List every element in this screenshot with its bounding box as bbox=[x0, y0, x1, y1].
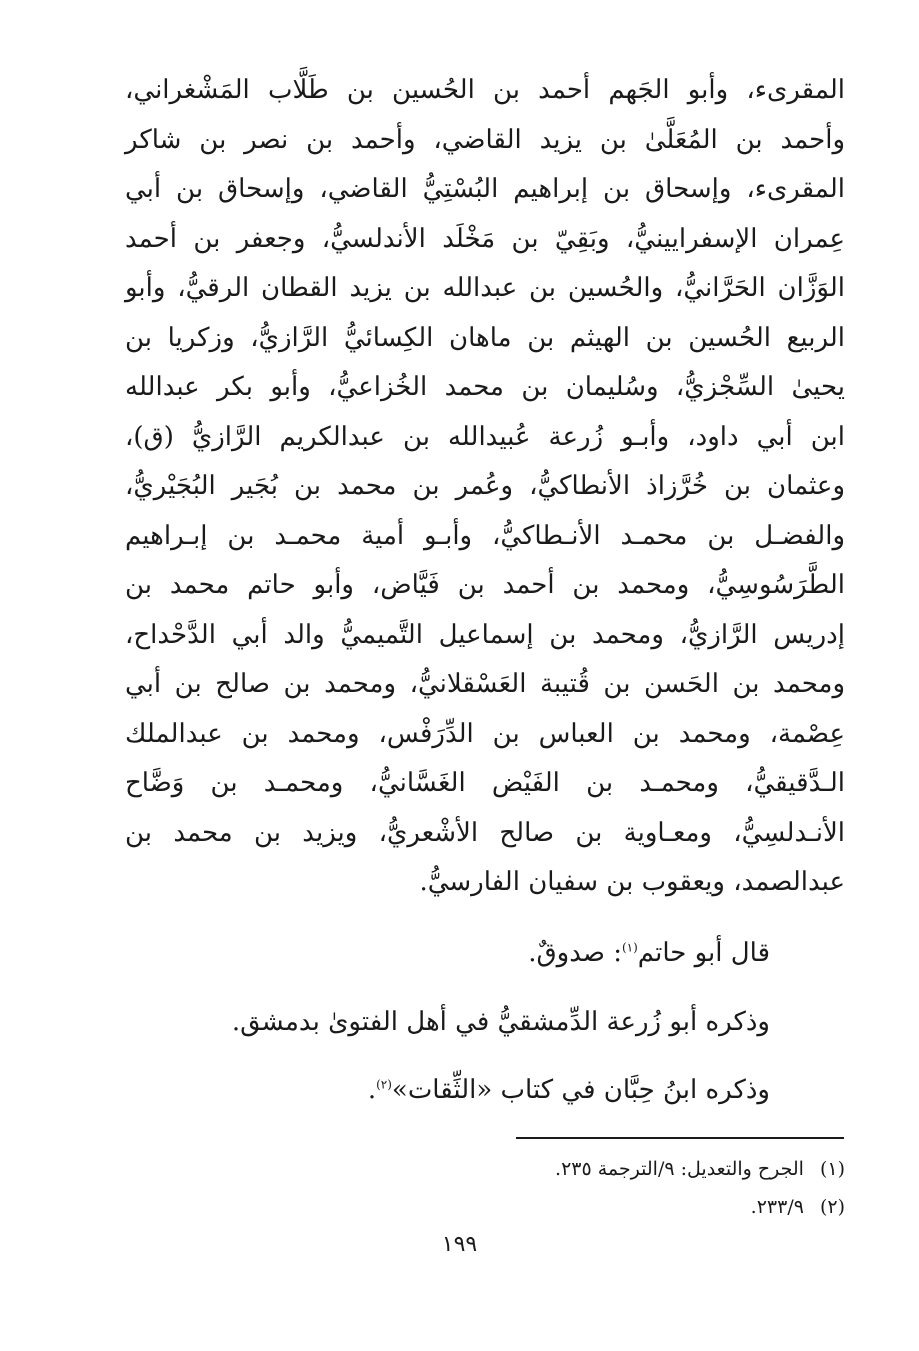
footnote-text: ٢٣٣/٩. bbox=[750, 1196, 804, 1218]
text-line: عِصْمة، ومحمد بن العباس بن الدِّرَفْس، ومحمد بن عبدالملك bbox=[125, 718, 845, 749]
abu-zura-statement: وذكره أبو زُرعة الدِّمشقيُّ في أهل الفتوىٰ بدمشق. bbox=[231, 1007, 770, 1037]
text-line: والفضـل بن محمـد الأنـطاكيُّ، وأبـو أمية محمـد بن إبـراهيم bbox=[125, 520, 845, 551]
text-line: ابن أبي داود، وأبـو زُرعة عُبيدالله بن عبدالكريم الرَّازيُّ (ق)، bbox=[125, 421, 845, 452]
page-number: ١٩٩ bbox=[441, 1232, 478, 1257]
text-line: وعثمان بن خُرَّزاذ الأنطاكيُّ، وعُمر بن محمد بن بُجَير البُجَيْريُّ، bbox=[125, 471, 845, 501]
ibn-hibban-statement bbox=[125, 1075, 770, 1105]
footnote-number: (١) bbox=[819, 1158, 845, 1180]
text-line: المقرىء، وإسحاق بن إبراهيم البُسْتِيُّ القاضي، وإسحاق بن أبي bbox=[125, 174, 845, 204]
footnote-divider bbox=[516, 1137, 844, 1139]
text-line: وأحمد بن المُعَلَّىٰ بن يزيد القاضي، وأحمد بن نصر بن شاكر bbox=[125, 124, 845, 155]
statement-text: وذكره ابنُ حِبَّان في كتاب «الثِّقات» bbox=[391, 1075, 770, 1105]
text-line: عِمران الإسفرايينيُّ، وبَقِيّ بن مَخْلَد الأندلسيُّ، وجعفر بن أحمد bbox=[125, 223, 845, 254]
biography-paragraph bbox=[125, 66, 845, 908]
footnote-ref: (٢) bbox=[376, 1077, 392, 1092]
text-line: الأنـدلسِيُّ، ومعـاوية بن صالح الأشْعريُّ، ويزيد بن محمد بن bbox=[125, 817, 845, 848]
text-line: الطَّرَسُوسِيُّ، ومحمد بن أحمد بن فَيَّاض، وأبو حاتم محمد بن bbox=[125, 570, 845, 600]
text-line: الربيع الحُسين بن الهيثم بن ماهان الكِسائيُّ الرَّازيُّ، وزكريا بن bbox=[125, 322, 845, 353]
text-line: عبدالصمد، ويعقوب بن سفيان الفارسيُّ. bbox=[419, 867, 845, 897]
statement-text: . bbox=[367, 1075, 377, 1105]
text-line: الـدَّقيقيُّ، ومحمـد بن الفَيْض الغَسَّانيُّ، ومحمـد بن وَضَّاح bbox=[125, 768, 845, 798]
footnote-number: (٢) bbox=[819, 1196, 845, 1218]
footnote bbox=[260, 1158, 845, 1180]
text-line: ومحمد بن الحَسن بن قُتيبة العَسْقلانيُّ، ومحمد بن صالح بن أبي bbox=[125, 669, 845, 699]
text-line: المقرىء، وأبو الجَهم أحمد بن الحُسين بن طَلَّاب المَشْغراني، bbox=[125, 75, 845, 105]
text-line: إدريس الرَّازيُّ، ومحمد بن إسماعيل التَّميميُّ والد أبي الدَّحْداح، bbox=[125, 619, 845, 650]
text-line: الوَزَّان الحَرَّانيُّ، والحُسين بن عبدالله بن يزيد القطان الرقيُّ، وأبو bbox=[125, 273, 845, 303]
statement-text: قال أبو حاتم bbox=[637, 938, 770, 968]
abu-hatim-statement bbox=[125, 938, 770, 968]
statement-text: : صدوقٌ. bbox=[528, 938, 622, 968]
footnote-ref: (١) bbox=[621, 940, 638, 955]
text-line: يحيىٰ السِّجْزيُّ، وسُليمان بن محمد الخُزاعيُّ، وأبو بكر عبدالله bbox=[125, 372, 845, 402]
footnote-text: الجرح والتعديل: ٩/الترجمة ٢٣٥. bbox=[555, 1158, 804, 1180]
footnote bbox=[260, 1196, 845, 1218]
